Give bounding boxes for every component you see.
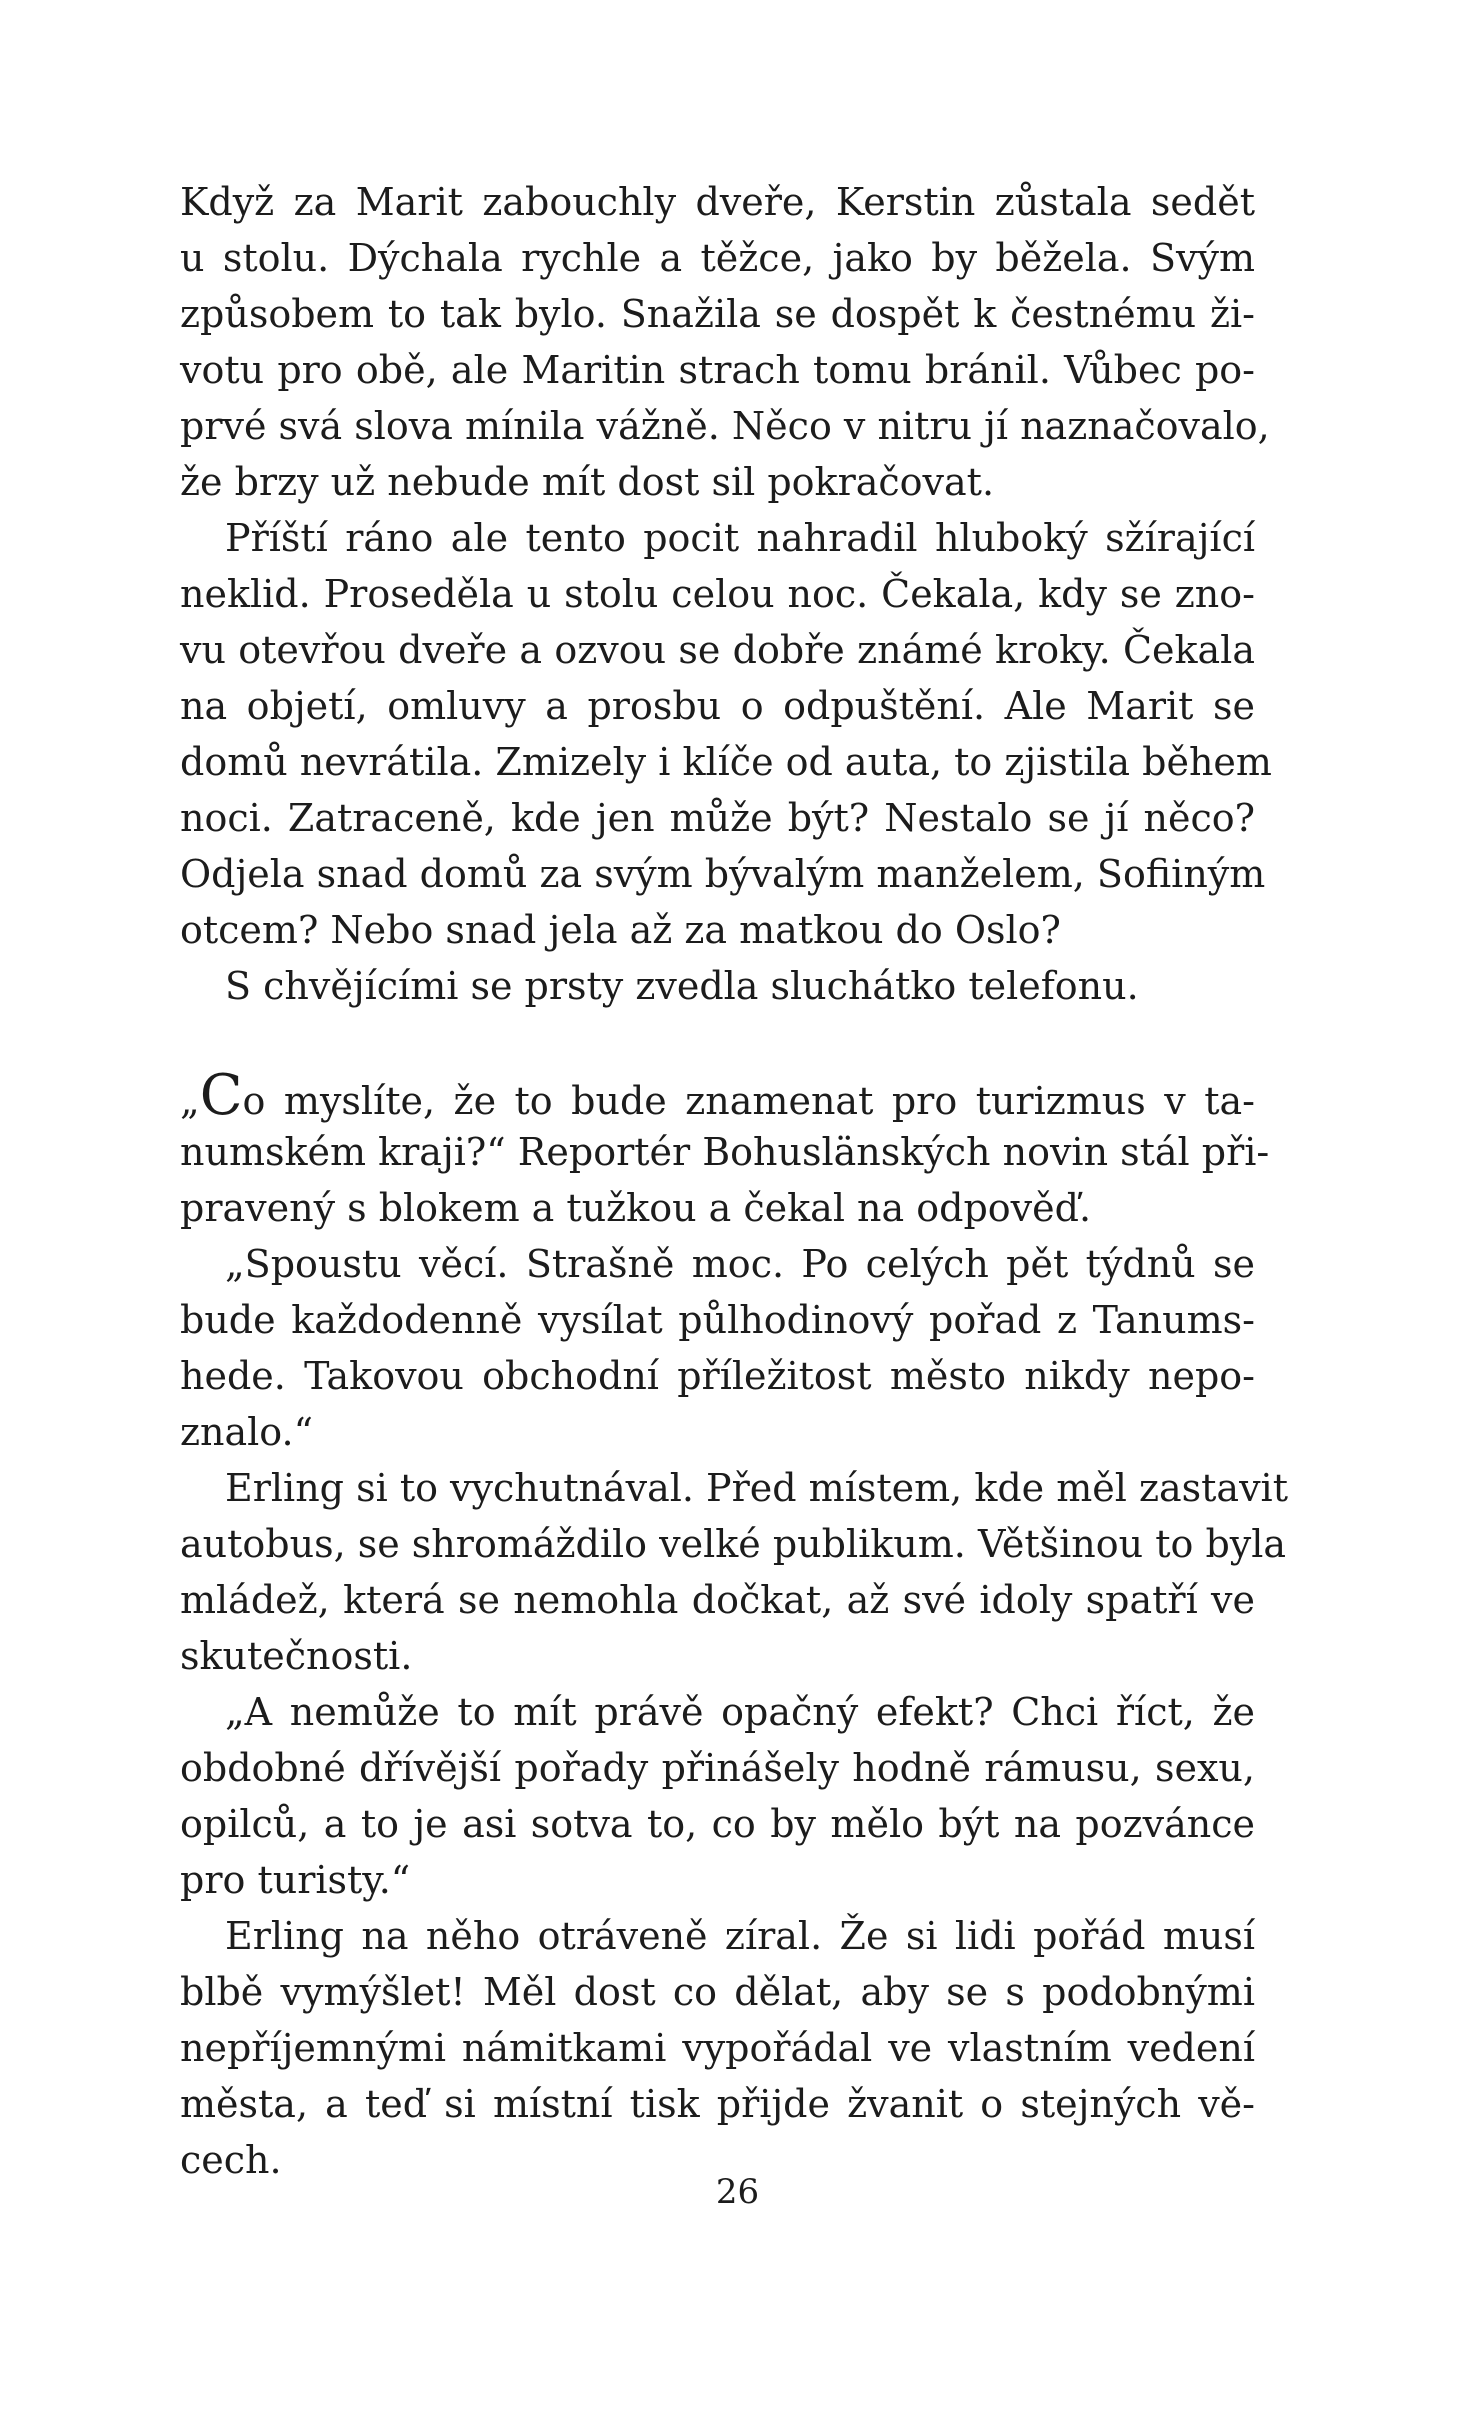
text-line: neklid. Proseděla u stolu celou noc. Čekala, kdy se zno- xyxy=(180,572,1255,616)
text-line: hede. Takovou obchodní příležitost město nikdy nepo- xyxy=(180,1354,1255,1398)
text-line: Odjela snad domů za svým bývalým manželem, Sofiiným xyxy=(180,852,1266,896)
text-line: prvé svá slova mínila vážně. Něco v nitru jí naznačovalo, xyxy=(180,404,1270,448)
text-line: způsobem to tak bylo. Snažila se dospět k čestnému ži- xyxy=(180,292,1255,336)
opening-line-rest: o myslíte, že to bude znamenat pro turizmus v ta- xyxy=(242,1079,1255,1123)
text-line: numském kraji?“ Reportér Bohuslänských novin stál při- xyxy=(180,1130,1270,1174)
text-line: Erling si to vychutnával. Před místem, kde měl zastavit xyxy=(225,1466,1288,1510)
text-line: votu pro obě, ale Maritin strach tomu bránil. Vůbec po- xyxy=(180,348,1255,392)
text-line: obdobné dřívější pořady přinášely hodně rámusu, sexu, xyxy=(180,1746,1255,1790)
text-line: skutečnosti. xyxy=(180,1634,413,1678)
text-line: autobus, se shromáždilo velké publikum. Většinou to byla xyxy=(180,1522,1287,1566)
text-line: pro turisty.“ xyxy=(180,1858,411,1902)
drop-cap-letter: C xyxy=(199,1063,243,1128)
text-line: „Spoustu věcí. Strašně moc. Po celých pět týdnů se xyxy=(225,1242,1255,1286)
text-line: opilců, a to je asi sotva to, co by mělo být na pozvánce xyxy=(180,1802,1255,1846)
text-line: domů nevrátila. Zmizely i klíče od auta, to zjistila během xyxy=(180,740,1272,784)
text-line: že brzy už nebude mít dost sil pokračovat. xyxy=(180,460,995,504)
text-line: Když za Marit zabouchly dveře, Kerstin zůstala sedět xyxy=(180,180,1255,224)
text-line: města, a teď si místní tisk přijde žvanit o stejných vě- xyxy=(180,2082,1255,2126)
text-line-opening xyxy=(180,1063,1255,1128)
section-break xyxy=(180,1014,1255,1068)
text-line: Erling na něho otráveně zíral. Že si lidi pořád musí xyxy=(225,1914,1255,1958)
text-line: pravený s blokem a tužkou a čekal na odpověď. xyxy=(180,1186,1092,1230)
text-line: Příští ráno ale tento pocit nahradil hluboký sžírající xyxy=(225,516,1255,560)
opening-quote: „ xyxy=(180,1079,200,1123)
text-line: blbě vymýšlet! Měl dost co dělat, aby se s podobnými xyxy=(180,1970,1255,2014)
text-line: otcem? Nebo snad jela až za matkou do Oslo? xyxy=(180,908,1061,952)
text-line: cech. xyxy=(180,2138,282,2182)
page-number: 26 xyxy=(715,2172,760,2212)
book-page-text xyxy=(180,174,1288,2188)
text-line: nepříjemnými námitkami vypořádal ve vlastním vedení xyxy=(180,2026,1255,2070)
text-line: vu otevřou dveře a ozvou se dobře známé kroky. Čekala xyxy=(180,628,1255,672)
text-line: znalo.“ xyxy=(180,1410,314,1454)
section-erling xyxy=(180,1063,1288,2188)
section-kerstin xyxy=(180,174,1272,1014)
text-line: bude každodenně vysílat půlhodinový pořad z Tanums- xyxy=(180,1298,1255,1342)
text-line: na objetí, omluvy a prosbu o odpuštění. Ale Marit se xyxy=(180,684,1255,728)
text-line: mládež, která se nemohla dočkat, až své idoly spatří ve xyxy=(180,1578,1255,1622)
text-line: u stolu. Dýchala rychle a těžce, jako by běžela. Svým xyxy=(180,236,1255,280)
text-line: S chvějícími se prsty zvedla sluchátko telefonu. xyxy=(225,964,1139,1008)
text-line: noci. Zatraceně, kde jen může být? Nestalo se jí něco? xyxy=(180,796,1255,840)
text-line: „A nemůže to mít právě opačný efekt? Chci říct, že xyxy=(225,1690,1255,1734)
